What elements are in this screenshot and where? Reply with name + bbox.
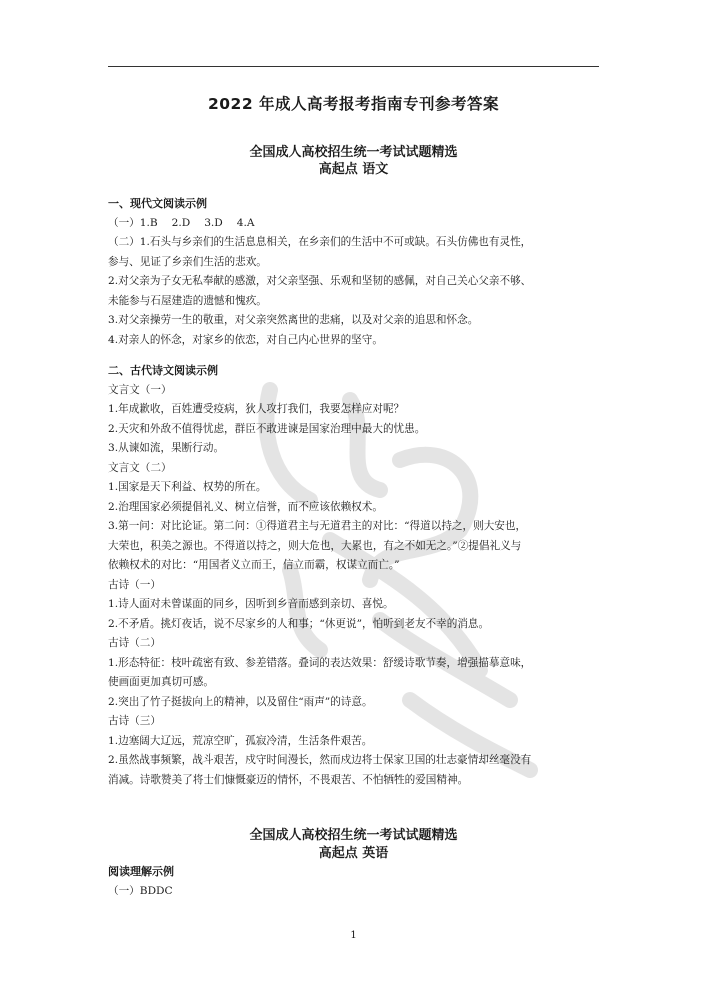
- section2-heading: 阅读理解示例: [108, 865, 174, 878]
- part2-line: 2.虽然战事频繁，战斗艰苦，戍守时间漫长，然而戍边将士保家卫国的壮志豪情却丝毫没有: [108, 754, 532, 766]
- part2-line: 2.治理国家必须提倡礼义、树立信誉，而不应该依赖权术。: [108, 500, 383, 513]
- part2-line: 1.年成歉收，百姓遭受疫病，狄人攻打我们，我要怎样应对呢？: [108, 403, 405, 415]
- part2-line: 3.第一问：对比论证。第二问：①得道君主与无道君主的对比：“得道以持之，则大安也，: [108, 520, 527, 532]
- part2-line: 1.形态特征：枝叶疏密有致、参差错落。叠词的表达效果：舒缓诗歌节奏，增强描摹意味，: [108, 656, 532, 669]
- part2-line: 古诗（二）: [108, 637, 161, 649]
- part2-line: 1.国家是天下利益、权势的所在。: [108, 481, 267, 493]
- part2-line: 大荣也，积美之源也。不得道以持之，则大危也，大累也，有之不如无之。”②提倡礼义与: [108, 539, 522, 552]
- part1-line: 参与、见证了乡亲们生活的悲欢。: [108, 255, 267, 268]
- part2-line: 2.天灾和外敌不值得忧虑，群臣不敢进谏是国家治理中最大的忧患。: [108, 422, 426, 435]
- part2-line: 2.不矛盾。挑灯夜话，说不尽家乡的人和事；“休更说”，怕听到老友不幸的消息。: [108, 617, 490, 630]
- part1-heading: 一、现代文阅读示例: [108, 197, 207, 210]
- part1-line: （二）1.石头与乡亲们的生活息息相关，在乡亲们的生活中不可或缺。石头仿佛也有灵性，: [108, 236, 532, 248]
- part2-heading: 二、古代诗文阅读示例: [108, 364, 218, 377]
- section2-line: （一）BDDC: [108, 884, 173, 897]
- page-number: 1: [350, 930, 357, 941]
- header-rule: [108, 66, 599, 67]
- part1-line: 未能参与石屋建造的遗憾和愧疚。: [108, 294, 267, 307]
- section1-title: 全国成人高校招生统一考试试题精选: [249, 145, 458, 160]
- part2-block: [108, 361, 600, 790]
- part2-line: 1.边塞阔大辽远，荒凉空旷，孤寂冷清，生活条件艰苦。: [108, 734, 373, 747]
- part1-line: 4.对亲人的怀念，对家乡的依恋，对自己内心世界的坚守。: [108, 333, 383, 346]
- part2-line: 文言文（一）: [108, 383, 172, 396]
- part1-line: （一）1.B 2.D 3.D 4.A: [108, 216, 255, 229]
- section2-title: 全国成人高校招生统一考试试题精选: [249, 828, 458, 843]
- part2-line: 古诗（三）: [108, 715, 161, 727]
- part2-line: 使画面更加真切可感。: [108, 676, 214, 688]
- part1-line: 2.对父亲为子女无私奉献的感激，对父亲坚强、乐观和坚韧的感佩，对自己关心父亲不够、: [108, 275, 532, 287]
- part2-line: 3.从谏如流，果断行动。: [108, 442, 225, 454]
- section2-subtitle: 高起点 英语: [318, 846, 389, 861]
- page-title: 2022 年成人高考报考指南专刊参考答案: [207, 95, 500, 113]
- part2-line: 1.诗人面对未曾谋面的同乡，因听到乡音而感到亲切、喜悦。: [108, 598, 394, 610]
- part2-line: 古诗（一）: [108, 578, 161, 591]
- part1-line: 3.对父亲操劳一生的敬重，对父亲突然离世的悲痛，以及对父亲的追思和怀念。: [108, 314, 479, 326]
- part2-line: 2.突出了竹子挺拔向上的精神，以及留住“雨声”的诗意。: [108, 695, 373, 708]
- section1-subtitle: 高起点 语文: [318, 162, 389, 177]
- part2-line: 文言文（二）: [108, 461, 172, 474]
- part2-line: 消减。诗歌赞美了将士们慷慨豪迈的情怀，不畏艰苦、不怕牺牲的爱国精神。: [108, 773, 469, 786]
- part1-block: [108, 194, 600, 350]
- part2-line: 依赖权术的对比：“用国者义立而王，信立而霸，权谋立而亡。”: [108, 559, 400, 571]
- section2-block: [108, 862, 600, 901]
